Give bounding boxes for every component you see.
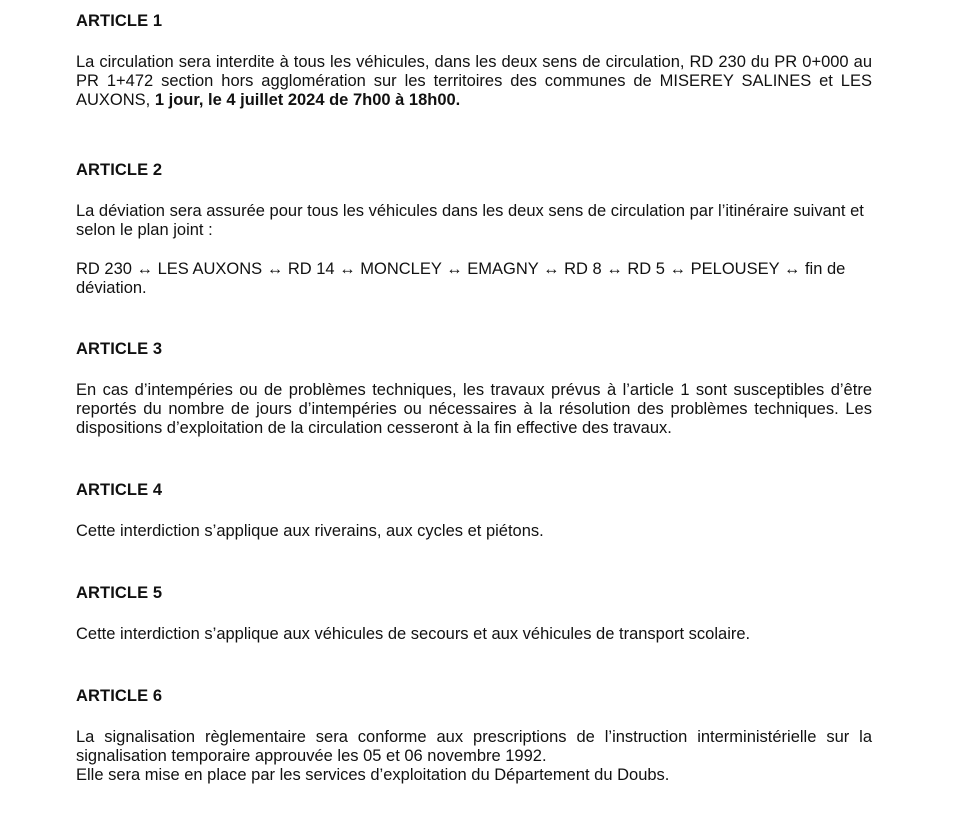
article-1-heading: ARTICLE 1 <box>76 12 163 30</box>
article-2 <box>76 161 872 298</box>
article-3 <box>76 340 872 438</box>
article-4-text: Cette interdiction s’applique aux riverains, aux cycles et piétons. <box>76 522 544 540</box>
article-1 <box>76 12 872 110</box>
article-1-body: La circulation sera interdite à tous les véhicules, dans les deux sens de circulation, RD 230 du PR 0+000 au PR 1+472 section hors agglomération sur les territoires des communes de MISEREY SALINES et LES AUXONS, <box>76 53 872 109</box>
article-6 <box>76 687 872 785</box>
article-2-itinerary: RD 230 ↔ LES AUXONS ↔ RD 14 ↔ MONCLEY ↔ EMAGNY ↔ RD 8 ↔ RD 5 ↔ PELOUSEY ↔ fin de déviation. <box>76 260 846 297</box>
article-2-heading: ARTICLE 2 <box>76 161 163 179</box>
article-6-heading: ARTICLE 6 <box>76 687 163 705</box>
article-1-date-range: 1 jour, le 4 juillet 2024 de 7h00 à 18h00. <box>154 91 461 109</box>
document-page <box>76 12 872 785</box>
article-5 <box>76 584 872 644</box>
article-6-text-2: Elle sera mise en place par les services d’exploitation du Département du Doubs. <box>76 766 670 784</box>
article-6-text: La signalisation règlementaire sera conforme aux prescriptions de l’instruction interministérielle sur la signalisation temporaire approuvée les 05 et 06 novembre 1992. <box>76 728 872 765</box>
article-3-text: En cas d’intempéries ou de problèmes techniques, les travaux prévus à l’article 1 sont susceptibles d’être reportés du nombre de jours d’intempéries ou nécessaires à la résolution des problèmes techniques. Les dispositions d’exploitation de la circulation cesseront à la fin effective des travaux. <box>76 381 872 437</box>
article-3-heading: ARTICLE 3 <box>76 340 163 358</box>
article-4 <box>76 481 872 541</box>
article-1-text <box>76 53 872 110</box>
article-5-heading: ARTICLE 5 <box>76 584 163 602</box>
article-5-text: Cette interdiction s’applique aux véhicules de secours et aux véhicules de transport scolaire. <box>76 625 751 643</box>
article-4-heading: ARTICLE 4 <box>76 481 163 499</box>
article-2-text: La déviation sera assurée pour tous les véhicules dans les deux sens de circulation par l’itinéraire suivant et selon le plan joint : <box>76 202 864 239</box>
